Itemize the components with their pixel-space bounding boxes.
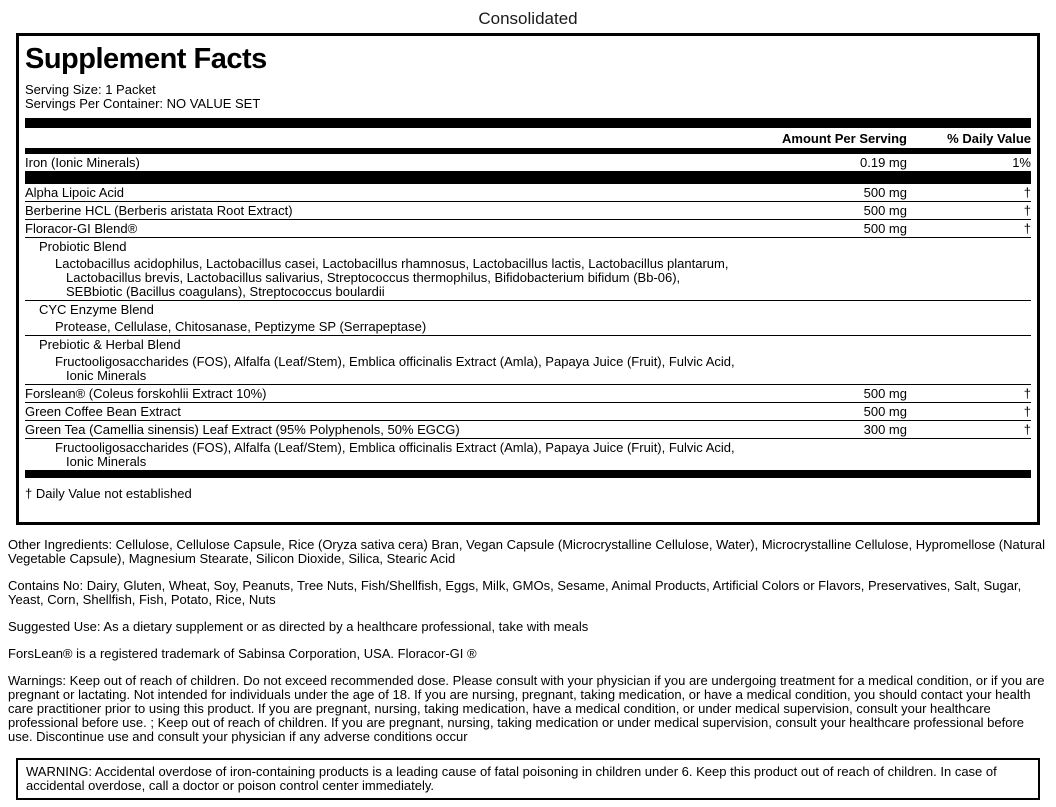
ingredient-name: Green Tea (Camellia sinensis) Leaf Extract (95% Polyphenols, 50% EGCG) [25,422,460,437]
ingredient-daily-value: 1% [1012,155,1031,170]
ingredient-amount [735,355,907,383]
page-title: Consolidated [478,9,578,28]
ingredient-amount [735,257,907,299]
ingredient-name: Probiotic Blend [39,239,127,254]
contains-no-text: Contains No: Dairy, Gluten, Wheat, Soy, Peanuts, Tree Nuts, Fish/Shellfish, Eggs, Milk, GMOs, Sesame, Animal Products, Artificial Colors or Flavors, Preservatives, Salt, Sugar, Yeast, Corn, Shellfish, Fish, Potato, Rice, Nuts [8,578,1022,607]
supplement-facts-panel [16,33,1040,525]
ingredient-daily-value: † [1023,422,1031,437]
servings-per-container: Servings Per Container: NO VALUE SET [25,96,261,111]
ingredient-row [25,353,1031,384]
ingredient-daily-value [907,240,1031,254]
ingredient-daily-value: † [1023,404,1031,419]
ingredient-amount: 500 mg [863,203,907,218]
ingredient-daily-value: † [1023,386,1031,401]
ingredient-row [25,335,1031,353]
other-ingredients-text: Other Ingredients: Cellulose, Cellulose Capsule, Rice (Oryza sativa cera) Bran, Vegan Capsule (Microcrystalline Cellulose, Water), Microcrystalline Cellulose, Hypromellose (Natural Vegetable Capsule), Magnesium Stearate, Silicon Dioxide, Silica, Stearic Acid [8,537,1046,566]
ingredient-row [25,402,1031,420]
ingredient-row [25,300,1031,318]
facts-title: Supplement Facts [25,43,267,75]
ingredient-daily-value: † [1023,221,1031,236]
ingredient-amount [735,303,907,317]
ingredient-row [25,318,1031,335]
ingredient-daily-value [907,441,1031,469]
ingredient-row [25,255,1031,300]
ingredient-amount: 500 mg [863,386,907,401]
ingredient-row [25,201,1031,219]
ingredient-row [25,384,1031,402]
ingredient-amount: 500 mg [863,221,907,236]
ingredient-name: Alpha Lipoic Acid [25,185,125,200]
ingredient-rows [25,154,1031,478]
ingredient-amount: 0.19 mg [860,155,907,170]
warnings-text: Warnings: Keep out of reach of children. Do not exceed recommended dose. Please consult with your physician if you are undergoing treatment for a medical condition, or if you are pregnant or lactating. Not intended for individuals under the age of 18. If you are nursing, pregnant, taking medication, or have a medical condition, you should contact your health care practitioner prior to using this product. If you are pregnant, nursing, taking medication, have a medical condition, or under medical supervision, consult your healthcare professional before use. ; Keep out of reach of children. If you are pregnant, nursing, taking medication or under medical supervision, consult your healthcare professional before use. Discontinue use and consult your physician if any adverse conditions occur [8,673,1045,744]
ingredient-daily-value [907,320,1031,334]
ingredient-row [25,219,1031,237]
ingredient-name: Fructooligosaccharides (FOS), Alfalfa (Leaf/Stem), Emblica officinalis Extract (Amla), Papaya Juice (Fruit), Fulvic Acid, Ionic Minerals [55,440,735,469]
ingredient-name: Berberine HCL (Berberis aristata Root Extract) [25,203,293,218]
iron-warning-text: WARNING: Accidental overdose of iron-containing products is a leading cause of fatal poisoning in children under 6. Keep this product out of reach of children. In case of accidental overdose, call a doctor or poison control center immediately. [26,764,997,793]
column-header-daily-value: % Daily Value [947,131,1031,146]
ingredient-daily-value: † [1023,203,1031,218]
ingredient-amount [735,441,907,469]
section-divider-bar [25,470,1031,478]
ingredient-amount: 300 mg [863,422,907,437]
ingredient-amount [735,338,907,352]
serving-size: Serving Size: 1 Packet [25,82,156,97]
ingredient-amount [735,240,907,254]
column-header-row [25,128,1031,148]
header-divider-bar [25,118,1031,128]
ingredient-name: Protease, Cellulase, Chitosanase, Peptizyme SP (Serrapeptase) [55,319,427,334]
ingredient-row [25,154,1031,171]
trademark-text: ForsLean® is a registered trademark of Sabinsa Corporation, USA. Floracor-GI ® [8,646,477,661]
iron-warning-box [16,758,1040,800]
ingredient-name: Green Coffee Bean Extract [25,404,181,419]
column-header-spacer [25,131,735,146]
ingredient-row [25,237,1031,255]
ingredient-name: Fructooligosaccharides (FOS), Alfalfa (Leaf/Stem), Emblica officinalis Extract (Amla), Papaya Juice (Fruit), Fulvic Acid, Ionic Minerals [55,354,735,383]
ingredient-daily-value: † [1023,185,1031,200]
section-divider-bar [25,171,1031,184]
ingredient-row [25,420,1031,438]
ingredient-daily-value [907,303,1031,317]
ingredient-row [25,438,1031,470]
ingredient-amount: 500 mg [863,404,907,419]
daily-value-footnote: † Daily Value not established [25,486,192,501]
column-header-amount: Amount Per Serving [782,131,907,146]
ingredient-daily-value [907,257,1031,299]
ingredient-daily-value [907,338,1031,352]
ingredient-name: Forslean® (Coleus forskohlii Extract 10%) [25,386,267,401]
ingredient-row [25,184,1031,201]
ingredient-name: Iron (Ionic Minerals) [25,155,140,170]
ingredient-daily-value [907,355,1031,383]
suggested-use-text: Suggested Use: As a dietary supplement or as directed by a healthcare professional, take with meals [8,619,589,634]
ingredient-amount: 500 mg [863,185,907,200]
ingredient-name: Floracor-GI Blend® [25,221,138,236]
ingredient-name: Lactobacillus acidophilus, Lactobacillus casei, Lactobacillus rhamnosus, Lactobacillus lactis, Lactobacillus plantarum, Lactobacillus brevis, Lactobacillus salivarius, Streptococcus thermophilus, Bifidobacterium bifidum (Bb-06), SEBbiotic (Bacillus coagulans), Streptococcus boulardii [55,256,729,299]
ingredient-name: CYC Enzyme Blend [39,302,154,317]
ingredient-name: Prebiotic & Herbal Blend [39,337,181,352]
ingredient-amount [735,320,907,334]
